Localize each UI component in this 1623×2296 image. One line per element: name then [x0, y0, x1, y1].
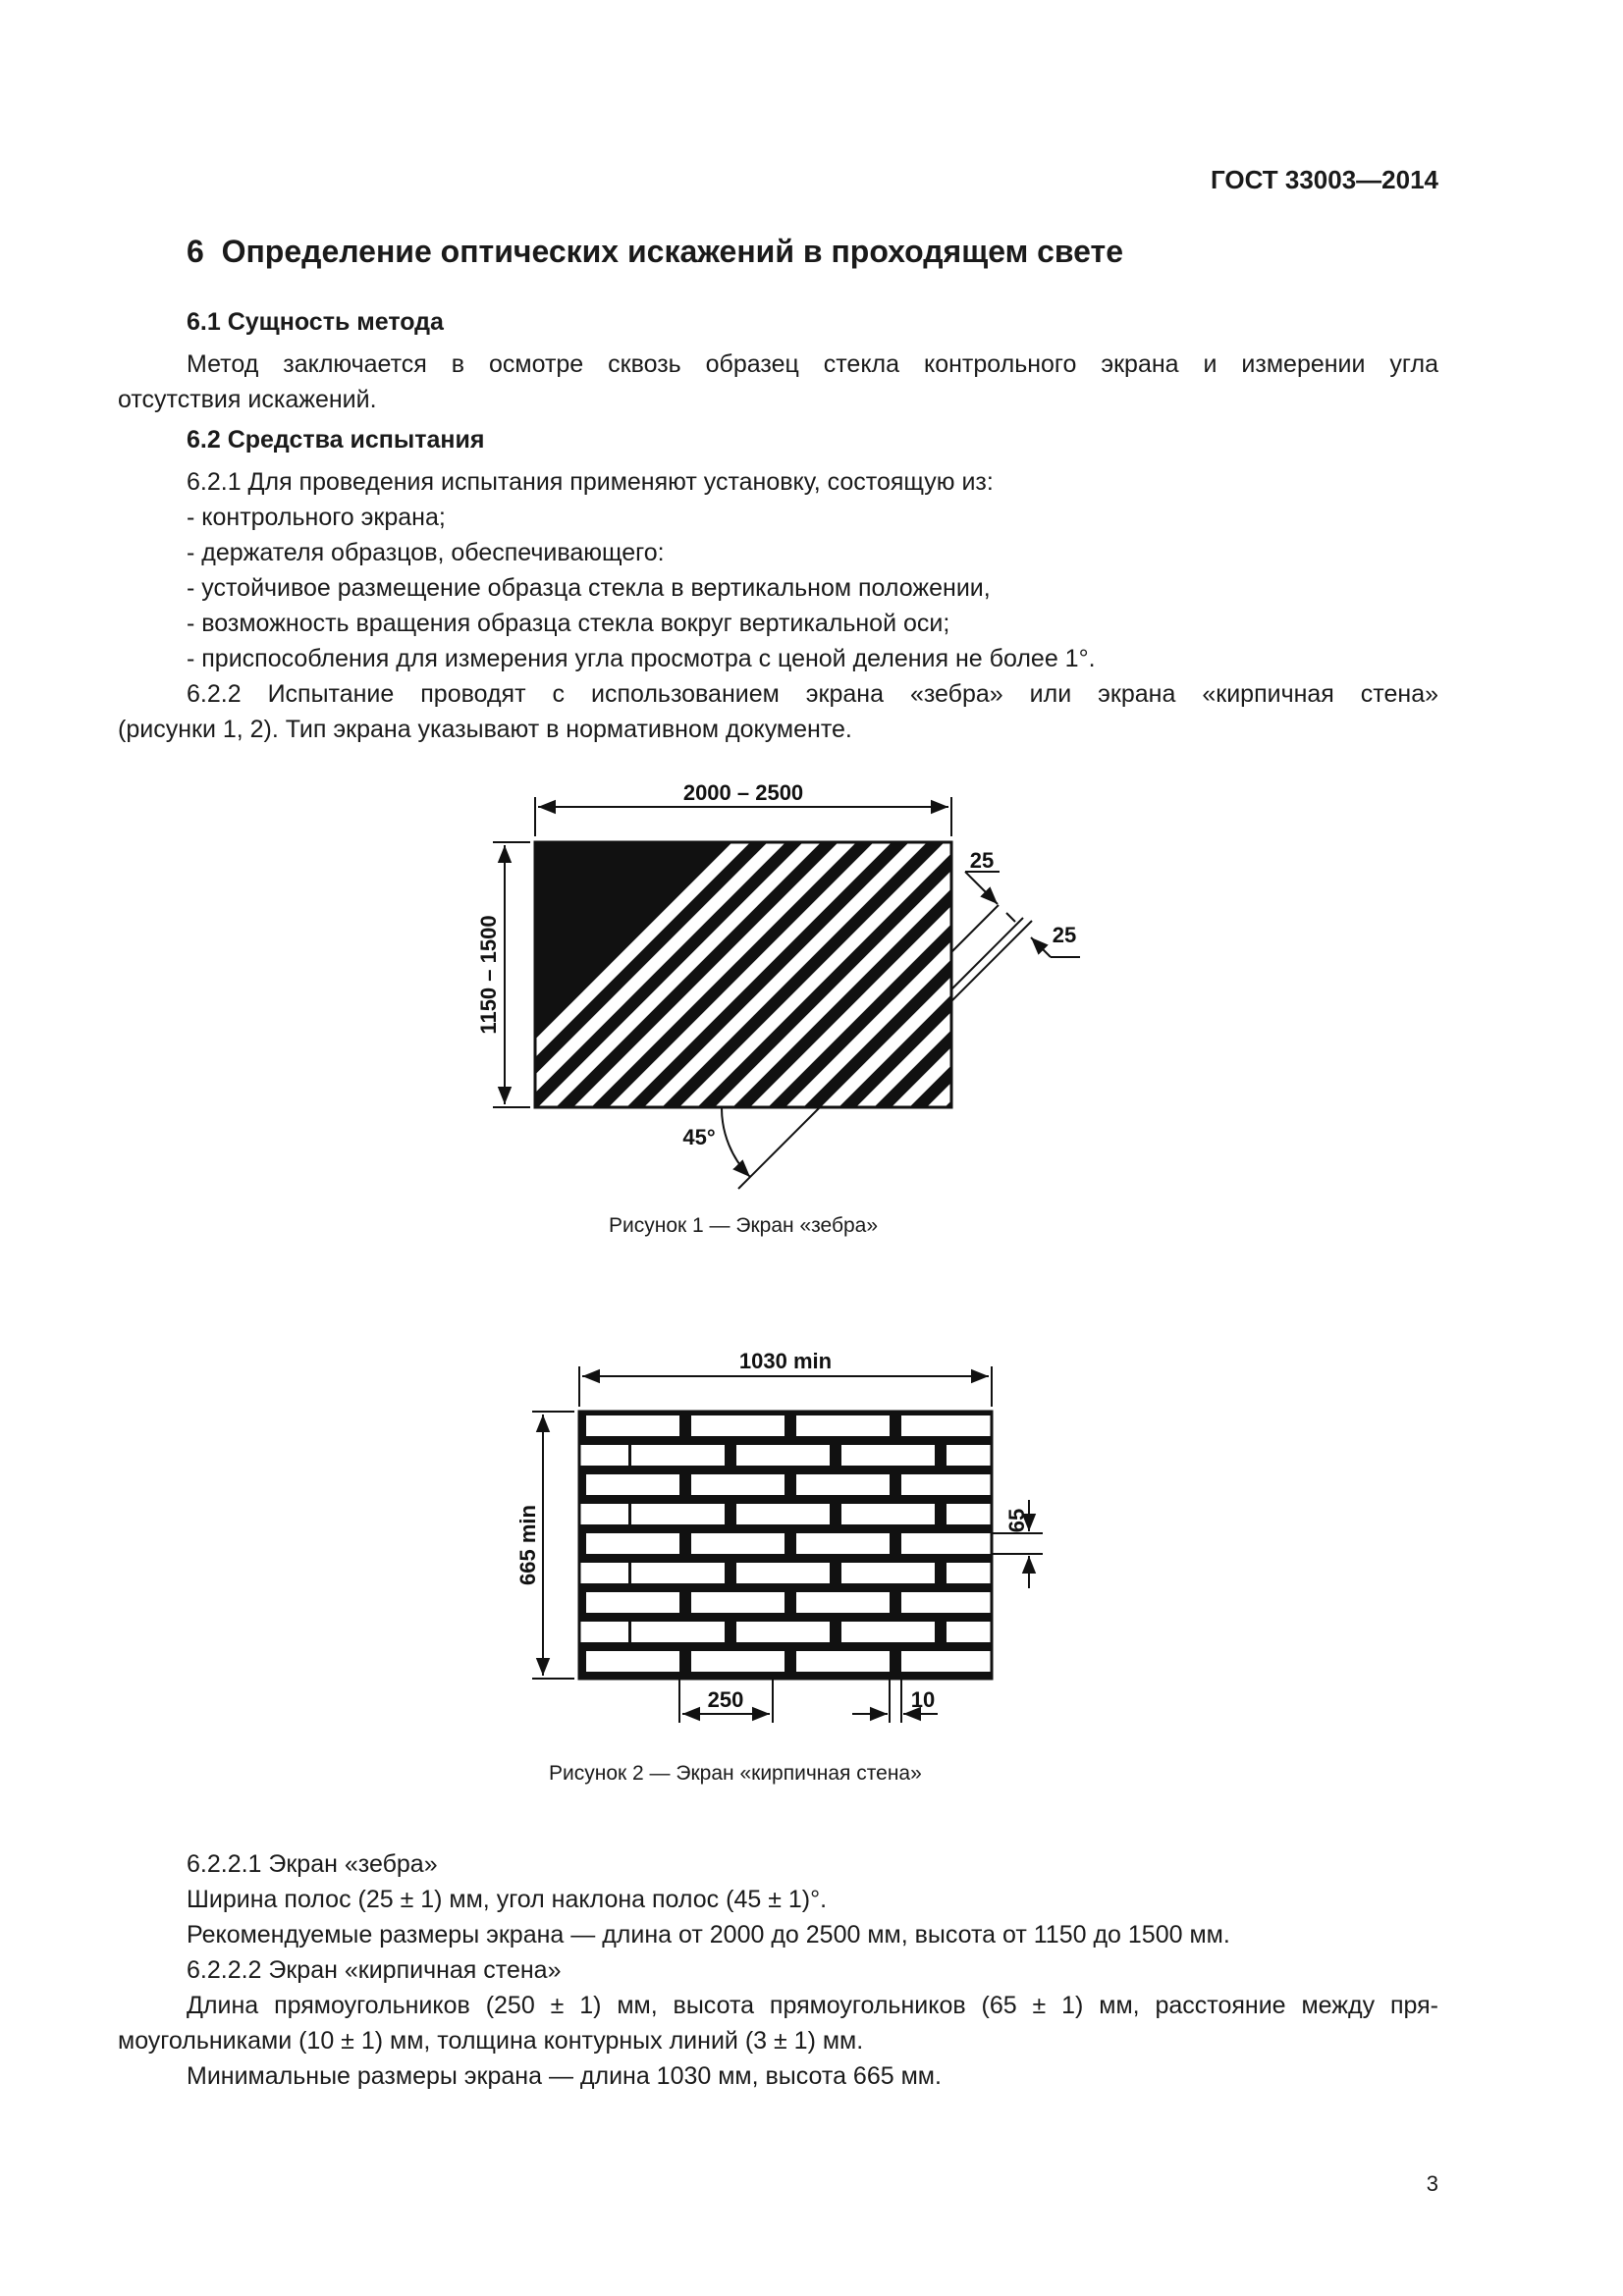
dim-gap-label: 10 — [910, 1687, 936, 1712]
section-title-text: Определение оптических искажений в проходящем свете — [221, 234, 1124, 269]
dim-stripe-label: 25 — [969, 848, 995, 873]
figure-2-brick-drawing — [0, 1276, 1623, 1747]
paragraph-6-1-line-1: Метод заключается в осмотре сквозь образец стекла контрольного экрана и измерении угла — [187, 350, 1438, 378]
dim-brick-height-label: 65 — [1004, 1508, 1029, 1533]
figure-1-caption: Рисунок 1 — Экран «зебра» — [609, 1214, 879, 1237]
dim-gap-label: 25 — [1052, 923, 1077, 947]
paragraph-6-2-2-1-heading: 6.2.2.1 Экран «зебра» — [187, 1850, 438, 1878]
paragraph-6-2-2-line-2: (рисунки 1, 2). Тип экрана указывают в нормативном документе. — [118, 716, 852, 743]
subsection-6-2-heading: 6.2 Средства испытания — [187, 426, 485, 454]
paragraph-6-2-2-2-line-2: моугольниками (10 ± 1) мм, толщина контурных линий (3 ± 1) мм. — [118, 2027, 864, 2055]
dim-height-label: 665 min — [515, 1505, 540, 1585]
paragraph-6-2-1: 6.2.1 Для проведения испытания применяют установку, состоящую из: — [187, 468, 994, 496]
list-item: - устойчивое размещение образца стекла в вертикальном положении, — [187, 574, 991, 602]
paragraph-6-2-2-1-line-2: Рекомендуемые размеры экрана — длина от 2000 до 2500 мм, высота от 1150 до 1500 мм. — [187, 1921, 1230, 1949]
paragraph-6-2-2-2-line-3: Минимальные размеры экрана — длина 1030 мм, высота 665 мм. — [187, 2062, 942, 2090]
section-number: 6 — [187, 234, 204, 269]
list-item: - возможность вращения образца стекла вокруг вертикальной оси; — [187, 610, 950, 637]
dim-brick-length-label: 250 — [707, 1687, 744, 1712]
paragraph-6-2-2-line-1: 6.2.2 Испытание проводят с использованием экрана «зебра» или экрана «кирпичная стена» — [187, 680, 1438, 708]
standard-number: ГОСТ 33003—2014 — [1211, 165, 1438, 194]
list-item: - контрольного экрана; — [187, 504, 446, 531]
paragraph-6-2-2-1-line-1: Ширина полос (25 ± 1) мм, угол наклона полос (45 ± 1)°. — [187, 1886, 828, 1913]
dim-width-label: 2000 – 2500 — [682, 780, 804, 805]
paragraph-6-2-2-2-heading: 6.2.2.2 Экран «кирпичная стена» — [187, 1956, 562, 1984]
dim-angle-label: 45° — [682, 1125, 716, 1149]
list-item: - приспособления для измерения угла просмотра с ценой деления не более 1°. — [187, 645, 1096, 672]
dim-width-label: 1030 min — [738, 1349, 833, 1373]
figure-2-caption: Рисунок 2 — Экран «кирпичная стена» — [549, 1762, 922, 1785]
subsection-6-1-heading: 6.1 Сущность метода — [187, 308, 444, 336]
dim-height-label: 1150 – 1500 — [476, 915, 501, 1035]
page-number: 3 — [1426, 2171, 1438, 2196]
paragraph-6-1-line-2: отсутствия искажений. — [118, 386, 377, 413]
paragraph-6-2-2-2-line-1: Длина прямоугольников (250 ± 1) мм, высота прямоугольников (65 ± 1) мм, расстояние между пря- — [187, 1992, 1438, 2019]
list-item: - держателя образцов, обеспечивающего: — [187, 539, 665, 566]
